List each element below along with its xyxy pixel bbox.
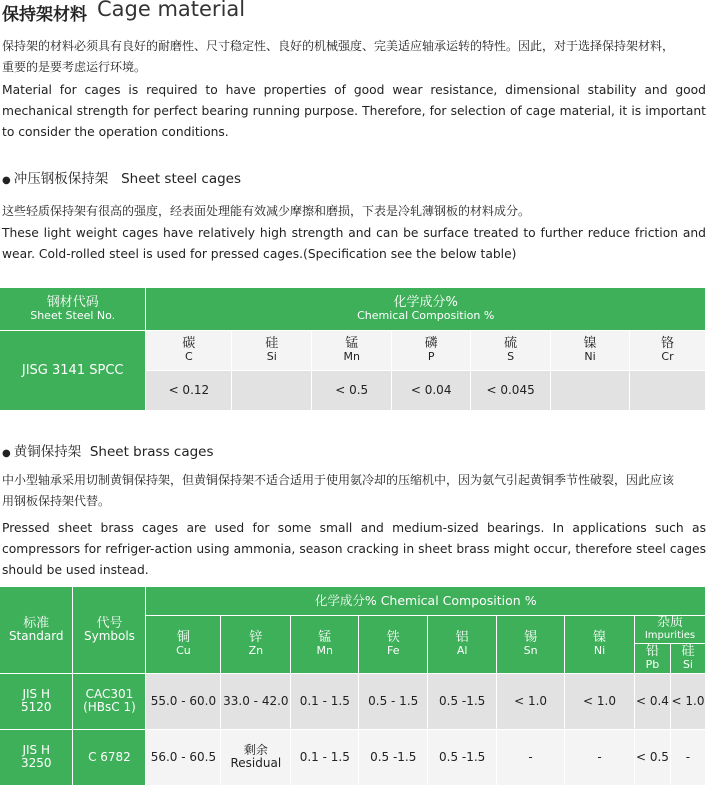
std-header-cn: 标准 [23, 615, 50, 631]
row-symbol [73, 729, 146, 785]
steel-value-si [232, 370, 312, 410]
element-sym: Ni [593, 644, 606, 657]
steel-value-p: < 0.04 [392, 370, 471, 410]
cell-al: 0.5 -1.5 [428, 729, 497, 785]
cell-fe: 0.5 -1.5 [359, 729, 428, 785]
brass-table [0, 587, 706, 786]
steel-value-mn: < 0.5 [312, 370, 392, 410]
impurities-en: Impurities [644, 630, 696, 641]
element-cn: 锰 [345, 336, 359, 351]
cell-pb: < 0.4 [634, 673, 670, 729]
element-sym: Cu [176, 644, 191, 657]
element-sym: C [185, 350, 193, 363]
brass-element-fe [359, 615, 428, 673]
sym-header [73, 587, 146, 673]
steel-element-mn [312, 330, 392, 370]
element-cn: 镍 [593, 630, 607, 645]
cell-ni: < 1.0 [565, 673, 635, 729]
brass-heading [2, 440, 214, 460]
element-sym: Sn [523, 644, 538, 657]
steel-comp-en: Chemical Composition % [357, 308, 495, 322]
element-cn: 碳 [182, 336, 196, 351]
element-cn: 硫 [504, 336, 518, 351]
row-standard [0, 729, 73, 785]
cell-pb: < 0.5 [634, 729, 670, 785]
row-symbol [73, 673, 146, 729]
brass-comp-header: 化学成分% Chemical Composition % [146, 587, 706, 615]
element-cn: 锌 [249, 630, 263, 645]
std-line1: JIS H [22, 687, 50, 701]
steel-table [0, 288, 706, 411]
zn-cn: 剩余 [243, 743, 268, 757]
element-sym: Mn [316, 644, 334, 657]
element-cn: 铝 [455, 630, 469, 645]
brass-element-cu [146, 615, 221, 673]
cell-mn: 0.1 - 1.5 [291, 729, 359, 785]
steel-element-c [146, 330, 232, 370]
sym-line2: (HBsC 1) [83, 700, 136, 714]
std-line1: JIS H [22, 743, 50, 757]
steel-value-c: < 0.12 [146, 370, 232, 410]
title-en: Cage material [97, 0, 246, 21]
element-sym: Cr [661, 350, 674, 363]
brass-heading-cn: 黄铜保持架 [13, 444, 82, 460]
brass-element-zn [221, 615, 291, 673]
brass-desc-en: Pressed sheet brass cages are used for some small and medium-sized bearings. In applications such as compressors for refriger-action using ammonia, season cracking in sheet brass might occur, therefore steel cages should be used instead. [2, 521, 706, 577]
element-cn: 铁 [386, 630, 400, 645]
bullet-icon: ● [2, 448, 11, 459]
element-cn: 磷 [424, 336, 438, 351]
steel-heading [2, 167, 241, 187]
sym-line1: CAC301 [85, 687, 134, 701]
brass-element-sn [497, 615, 565, 673]
steel-desc-en: These light weight cages have relatively high strength and can be surface treated to further reduce friction and wear. Cold-rolled steel is used for pressed cages.(Specification see the below table) [2, 226, 706, 261]
brass-desc-cn-line1: 中小型轴承采用切制黄铜保持架，但黄铜保持架不适合适用于使用氨冷却的压缩机中，因为氨气引起黄铜季节性破裂，因此应该 [2, 473, 675, 487]
brass-desc-cn-line2: 用钢板保持架代替。 [2, 494, 111, 508]
row-standard [0, 673, 73, 729]
steel-comp-cn: 化学成分% [393, 294, 458, 310]
steel-element-s [471, 330, 551, 370]
cell-zn: 33.0 - 42.0 [221, 673, 291, 729]
steel-comp-header [146, 288, 706, 330]
element-sym: Al [456, 644, 468, 657]
steel-col-cn: 钢材代码 [46, 294, 99, 310]
brass-impurity-si [670, 643, 705, 673]
steel-heading-en: Sheet steel cages [121, 171, 242, 187]
brass-element-al [428, 615, 497, 673]
cell-si: < 1.0 [670, 673, 705, 729]
cell-cu: 56.0 - 60.5 [146, 729, 221, 785]
impurities-header [634, 615, 705, 643]
std-header [0, 587, 73, 673]
element-cn: 铜 [176, 630, 190, 645]
steel-col-header [0, 288, 146, 330]
cell-sn: < 1.0 [497, 673, 565, 729]
element-sym: S [507, 350, 515, 363]
title-cn: 保持架材料 [2, 5, 87, 25]
element-cn: 铬 [660, 336, 674, 351]
cell-fe: 0.5 - 1.5 [359, 673, 428, 729]
steel-element-cr [630, 330, 706, 370]
impurity-sym: Si [682, 658, 693, 671]
intro-en: Material for cages is required to have properties of good wear resistance, dimensional stability and good mechanical strength for perfect bearing running purpose. Therefore, for selection of cage material, it is important to consider the operation conditions. [2, 83, 706, 139]
table-row [0, 673, 706, 729]
sym-header-cn: 代号 [96, 615, 123, 631]
steel-element-si [232, 330, 312, 370]
element-sym: Zn [248, 644, 264, 657]
cell-zn [221, 729, 291, 785]
steel-element-ni [551, 330, 630, 370]
cell-mn: 0.1 - 1.5 [291, 673, 359, 729]
steel-element-p [392, 330, 471, 370]
element-sym: Fe [386, 644, 400, 657]
std-line2: 3250 [20, 756, 52, 770]
cell-ni: - [565, 729, 635, 785]
element-sym: Mn [343, 350, 360, 363]
sym-header-en: Symbols [83, 628, 135, 643]
element-sym: Ni [584, 350, 596, 363]
std-header-en: Standard [8, 628, 64, 643]
element-cn: 锡 [524, 630, 538, 645]
brass-heading-en: Sheet brass cages [89, 444, 214, 460]
cell-al: 0.5 -1.5 [428, 673, 497, 729]
element-sym: P [427, 350, 435, 363]
steel-value-s: < 0.045 [471, 370, 551, 410]
cell-si: - [670, 729, 705, 785]
element-cn: 硅 [265, 336, 279, 351]
impurity-cn: 铅 [645, 644, 659, 659]
zn-en: Residual [230, 756, 282, 770]
cell-cu: 55.0 - 60.0 [146, 673, 221, 729]
table-row [0, 729, 706, 785]
steel-value-ni [551, 370, 630, 410]
intro-cn-line2: 重要的是要考虑运行环境。 [2, 60, 147, 74]
cell-sn: - [497, 729, 565, 785]
brass-element-ni [565, 615, 635, 673]
steel-desc-cn: 这些轻质保持架有很高的强度，经表面处理能有效减少摩擦和磨损，下表是冷轧薄钢板的材料成分。 [2, 204, 531, 218]
intro-cn-line1: 保持架的材料必须具有良好的耐磨性、尺寸稳定性、良好的机械强度、完美适应轴承运转的特性。因此，对于选择保持架材料， [2, 39, 675, 53]
element-cn: 锰 [318, 630, 332, 645]
steel-material [0, 330, 146, 410]
brass-impurity-pb [634, 643, 670, 673]
impurity-cn: 硅 [681, 644, 695, 659]
steel-value-cr [630, 370, 706, 410]
brass-element-mn [291, 615, 359, 673]
steel-heading-cn: 冲压钢板保持架 [13, 171, 109, 187]
bullet-icon: ● [2, 175, 11, 186]
element-sym: Si [266, 350, 277, 363]
steel-material-label: JISG 3141 SPCC [21, 362, 124, 378]
element-cn: 镍 [583, 336, 597, 351]
sym-line1: C 6782 [88, 749, 131, 764]
steel-col-en: Sheet Steel No. [30, 308, 116, 322]
impurity-sym: Pb [645, 658, 660, 671]
impurities-cn: 杂质 [656, 615, 683, 630]
std-line2: 5120 [20, 700, 52, 714]
